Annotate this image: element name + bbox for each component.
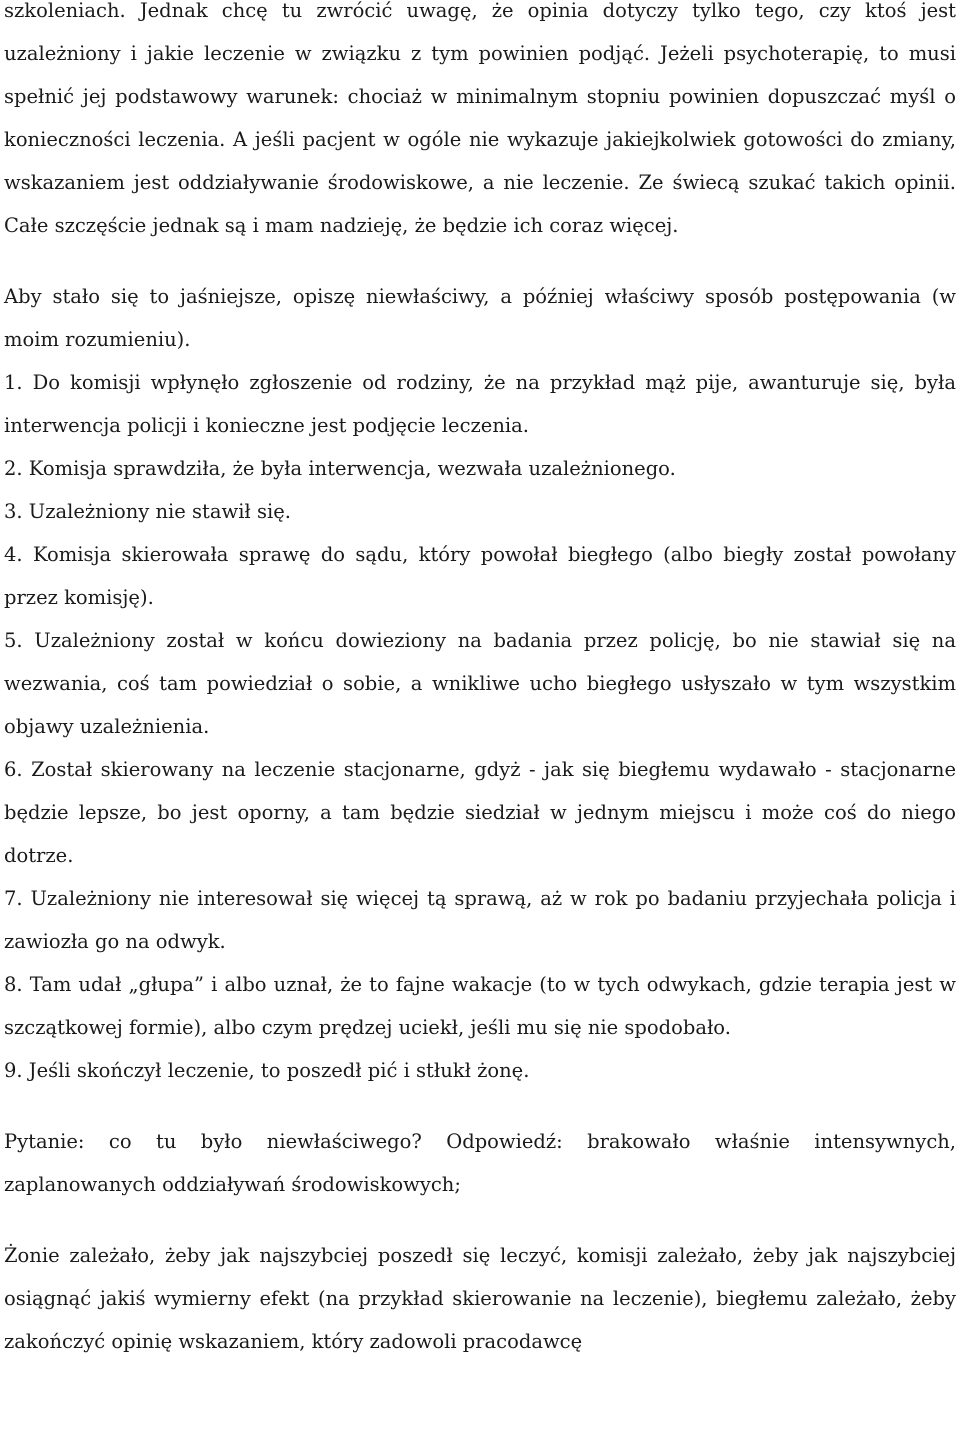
list-item: 3. Uzależniony nie stawił się.	[4, 500, 291, 523]
paragraph-intro: szkoleniach. Jednak chcę tu zwrócić uwagę, że opinia dotyczy tylko tego, czy ktoś jest uzależniony i jakie leczenie w związku z tym powinien podjąć. Jeżeli psychoterapię, to musi spełnić jej podstawowy warunek: chociaż w minimalnym stopniu powinien dopuszczać myśl o konieczności leczenia. A jeśli pacjent w ogóle nie wykazuje jakiejkolwiek gotowości do zmiany, wskazaniem jest oddziaływanie środowiskowe, a nie leczenie. Ze świecą szukać takich opinii. Całe szczęście jednak są i mam nadzieję, że będzie ich coraz więcej.	[4, 0, 956, 237]
list-item: 6. Został skierowany na leczenie stacjonarne, gdyż - jak się biegłemu wydawało - stacjonarne będzie lepsze, bo jest oporny, a tam będzie siedział w jednym miejscu i może coś do niego dotrze.	[4, 758, 956, 867]
paragraph-question: Pytanie: co tu było niewłaściwego? Odpowiedź: brakowało właśnie intensywnych, zaplanowanych oddziaływań środowiskowych;	[4, 1130, 956, 1196]
list-item: 7. Uzależniony nie interesował się więcej tą sprawą, aż w rok po badaniu przyjechała policja i zawiozła go na odwyk.	[4, 887, 956, 953]
list-item: 2. Komisja sprawdziła, że była interwencja, wezwała uzależnionego.	[4, 457, 676, 480]
list-item: 1. Do komisji wpłynęło zgłoszenie od rodziny, że na przykład mąż pije, awanturuje się, była interwencja policji i konieczne jest podjęcie leczenia.	[4, 371, 956, 437]
paragraph-explanation: Aby stało się to jaśniejsze, opiszę niewłaściwy, a później właściwy sposób postępowania (w moim rozumieniu).	[4, 285, 956, 351]
list-item: 5. Uzależniony został w końcu dowieziony na badania przez policję, bo nie stawiał się na wezwania, coś tam powiedział o sobie, a wnikliwe ucho biegłego usłyszało w tym wszystkim objawy uzależnienia.	[4, 629, 956, 738]
document-page	[4, 0, 956, 1363]
paragraph-final: Żonie zależało, żeby jak najszybciej poszedł się leczyć, komisji zależało, żeby jak najszybciej osiągnąć jakiś wymierny efekt (na przykład skierowanie na leczenie), biegłemu zależało, żeby zakończyć opinię wskazaniem, który zadowoli pracodawcę	[4, 1244, 956, 1353]
list-item: 8. Tam udał „głupa” i albo uznał, że to fajne wakacje (to w tych odwykach, gdzie terapia jest w szczątkowej formie), albo czym prędzej uciekł, jeśli mu się nie spodobało.	[4, 973, 956, 1039]
list-item: 9. Jeśli skończył leczenie, to poszedł pić i stłukł żonę.	[4, 1059, 530, 1082]
list-item: 4. Komisja skierowała sprawę do sądu, który powołał biegłego (albo biegły został powołany przez komisję).	[4, 543, 956, 609]
